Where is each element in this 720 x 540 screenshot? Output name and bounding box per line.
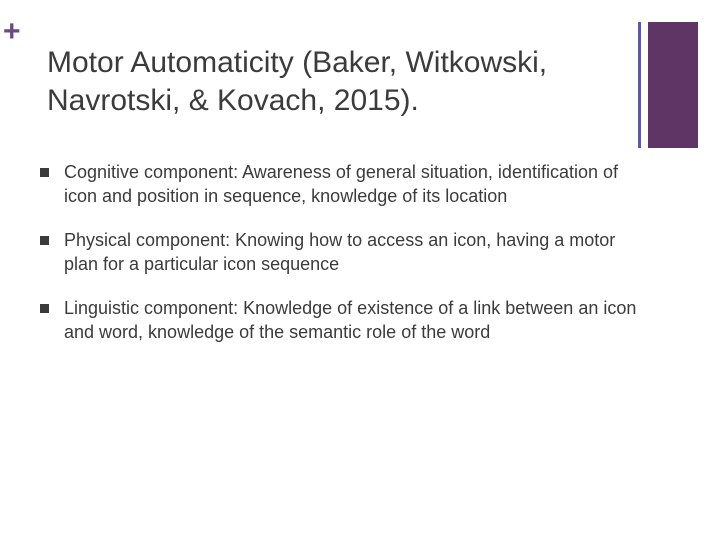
plus-icon: + — [3, 15, 21, 48]
bullet-text: Cognitive component: Awareness of general situation, identification of icon and position in sequence, knowledge of its location — [64, 162, 619, 206]
slide-title: Motor Automaticity (Baker, Witkowski, Navrotski, & Kovach, 2015). — [47, 46, 548, 117]
bullet-item-linguistic — [40, 296, 640, 344]
decorative-purple-block — [648, 22, 698, 148]
bullet-text: Physical component: Knowing how to access an icon, having a motor plan for a particular icon sequence — [64, 230, 616, 274]
bullet-item-cognitive — [40, 160, 640, 208]
decorative-thin-bar — [638, 22, 641, 148]
bullet-item-physical — [40, 228, 640, 276]
bullet-list — [40, 160, 640, 364]
square-bullet-icon — [40, 168, 49, 177]
square-bullet-icon — [40, 304, 49, 313]
square-bullet-icon — [40, 236, 49, 245]
bullet-text: Linguistic component: Knowledge of existence of a link between an icon and word, knowledge of the semantic role of the word — [64, 298, 637, 342]
